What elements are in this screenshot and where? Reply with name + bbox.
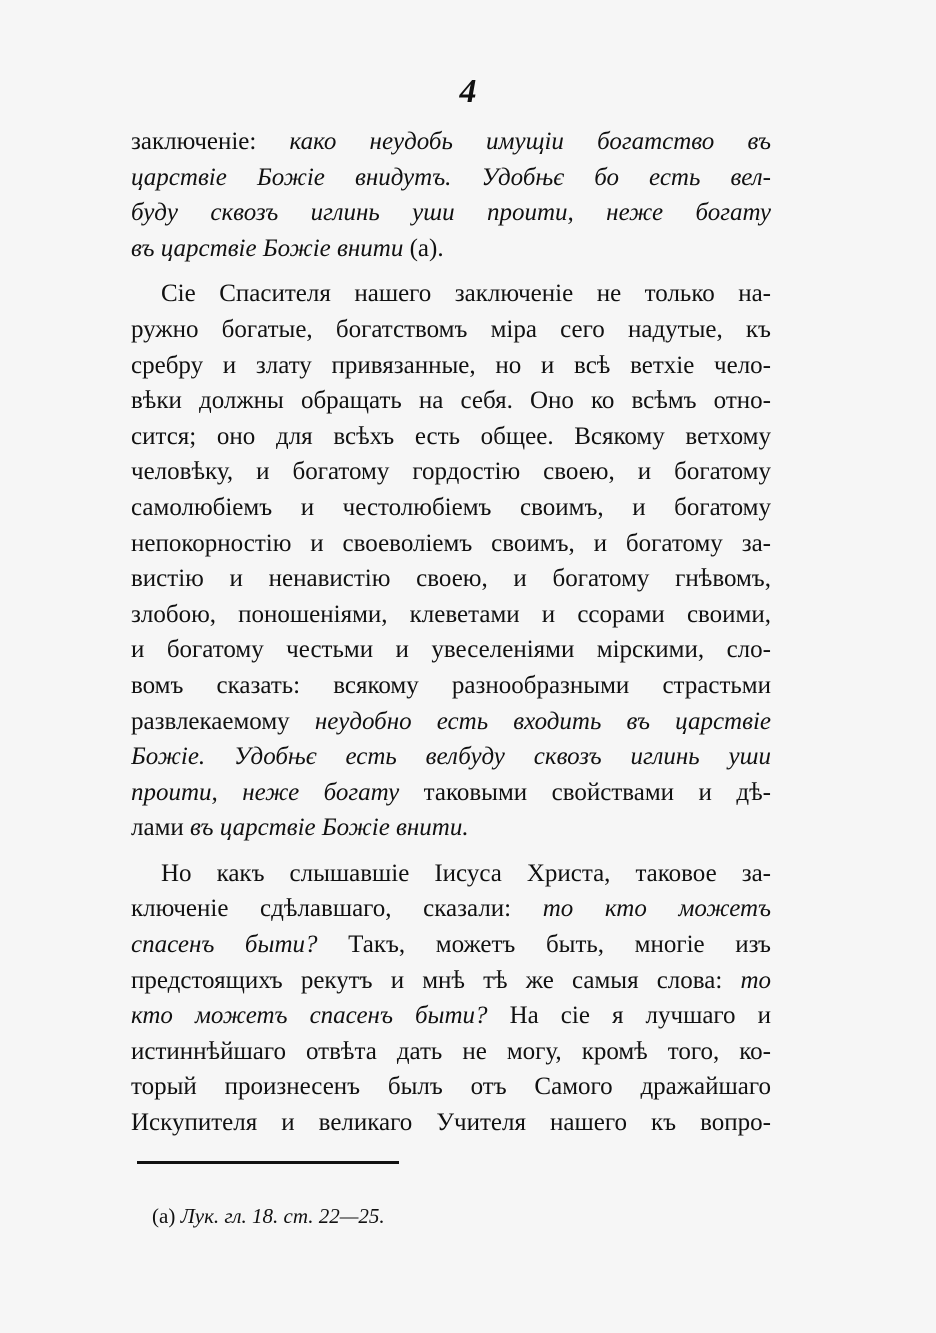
text-line: будy сквозъ иглинь уши проити, неже богату: [131, 199, 771, 227]
text-line: Но какъ слышавшіе Іисуса Христа, таковое за-: [161, 859, 771, 887]
text-line: лами въ царствіе Божіе внити.: [131, 814, 469, 842]
text-line: Сіе Спасителя нашего заключеніе не только на-: [161, 280, 771, 308]
footnote-text: Лук. гл. 18. ст. 22—25.: [175, 1204, 385, 1228]
text-line: проити, неже богату таковыми свойствами и дѣ-: [131, 778, 771, 806]
text-line: сребру и злату привязанные, но и всѣ ветхіе чело-: [131, 351, 771, 379]
footnote-rule: [137, 1161, 399, 1164]
text-line: вомъ сказать: всякому разнообразными страстьми: [131, 671, 771, 699]
text-line: вѣки должны обращать на себя. Оно ко всѣмъ отно-: [131, 387, 771, 415]
text-line: предстоящихъ рекутъ и мнѣ тѣ же самыя слова: то: [131, 966, 771, 994]
footnote-marker: (а): [152, 1204, 176, 1228]
text-line: Искупителя и великаго Учителя нашего къ вопро-: [131, 1109, 771, 1137]
body-text: [131, 124, 771, 1141]
footnote: [152, 1203, 385, 1229]
text-line: злобою, поношеніями, клеветами и ссорами своими,: [131, 600, 771, 628]
text-line: царствіе Божіе внидутъ. Удобњє бо есть вел-: [131, 163, 771, 191]
text-line: истиннѣйшаго отвѣта дать не могу, кромѣ того, ко-: [131, 1037, 771, 1065]
text-line: сится; оно для всѣхъ есть общее. Всякому ветхому: [131, 422, 771, 450]
text-line: заключеніе: како неудобь имущіи богатство въ: [131, 128, 771, 155]
text-line: кто можетъ спасенъ быти? На сіе я лучшаго и: [131, 1002, 771, 1030]
text-line: торый произнесенъ былъ отъ Самого дражайшаго: [131, 1073, 771, 1101]
text-line: непокорностію и своеволіемъ своимъ, и богатому за-: [131, 529, 771, 557]
text-line: и богатому честьми и увеселеніями мірскими, сло-: [131, 636, 771, 664]
text-line: спасенъ быти? Такъ, можетъ быть, многіе изъ: [131, 931, 771, 959]
text-line: въ царствіе Божіе внити (а).: [131, 234, 444, 262]
text-line: ключеніе сдѣлавшаго, сказали: то кто можетъ: [131, 895, 771, 923]
text-line: ружно богатые, богатствомъ міра сего надутые, къ: [131, 315, 771, 343]
text-line: развлекаемому неудобно есть входить въ царствіе: [131, 707, 771, 735]
page-number: 4: [459, 73, 477, 110]
text-line: Божіе. Удобњє есть велбуду сквозъ иглинь уши: [131, 743, 771, 771]
text-line: человѣку, и богатому гордостію своею, и богатому: [131, 458, 771, 486]
text-line: самолюбіемъ и честолюбіемъ своимъ, и богатому: [131, 493, 771, 521]
text-line: вистію и ненавистію своею, и богатому гнѣвомъ,: [131, 565, 771, 593]
